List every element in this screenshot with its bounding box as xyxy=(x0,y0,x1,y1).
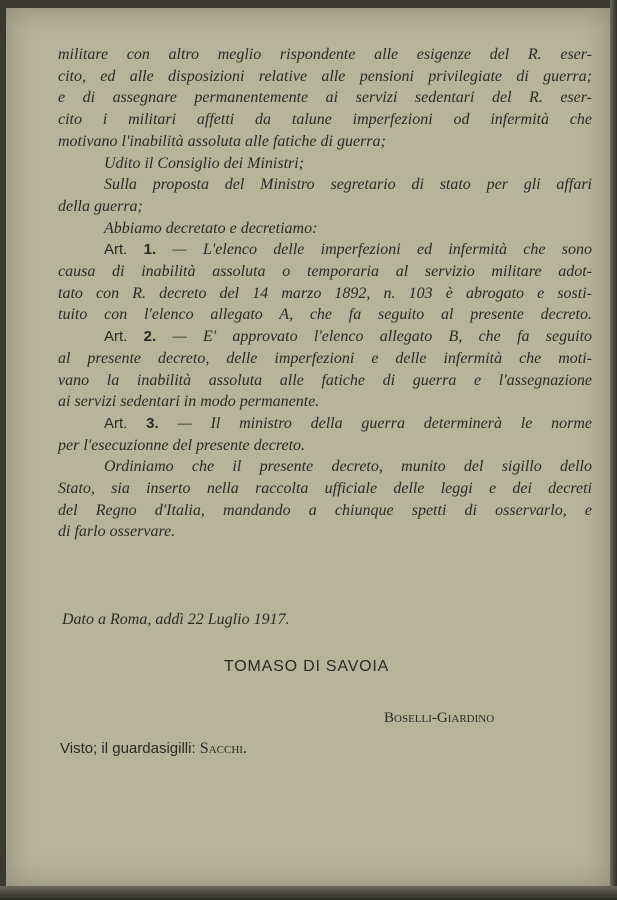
text-line: vano la inabilità assoluta alle fatiche di guerra e l'assegnazione xyxy=(58,371,592,389)
text-line: cito, ed alle disposizioni relative alle pensioni privilegiate di guerra; xyxy=(58,67,592,85)
text-line: tuito con l'elenco allegato A, che fa seguito al presente decreto. xyxy=(58,306,592,324)
article-label: Art. xyxy=(104,328,128,346)
article-1-heading xyxy=(58,239,592,261)
decree-body xyxy=(58,44,592,543)
text-line: e di assegnare permanentemente ai servizi sedentari del R. eser- xyxy=(58,89,592,107)
page-edge-bottom xyxy=(0,886,617,900)
article-text: — L'elenco delle imperfezioni ed infermità che sono xyxy=(156,241,593,259)
article-label: Art. xyxy=(104,241,128,259)
abbiamo-line: Abbiamo decretato e decretiamo: xyxy=(104,219,318,237)
date-place-line: Dato a Roma, addì 22 Luglio 1917. xyxy=(62,611,290,628)
article-2-heading xyxy=(58,326,592,348)
text-line: di farlo osservare. xyxy=(58,523,176,541)
article-3-heading xyxy=(58,413,592,435)
king-signature: TOMASO DI SAVOIA xyxy=(224,658,390,675)
visto-line xyxy=(60,740,247,758)
ordiniamo-line: Ordiniamo che il presente decreto, munito del sigillo dello xyxy=(104,458,592,476)
visto-name: Sacchi. xyxy=(199,740,247,757)
article-text: — E' approvato l'elenco allegato B, che fa seguito xyxy=(156,328,593,346)
text-line: per l'esecuzionne del presente decreto. xyxy=(58,436,306,454)
proposta-line: della guerra; xyxy=(58,197,143,215)
proposta-line: Sulla proposta del Ministro segretario di stato per gli affari xyxy=(104,176,592,194)
udito-line: Udito il Consiglio dei Ministri; xyxy=(104,154,305,172)
visto-label: Visto; il guardasigilli: xyxy=(60,740,196,757)
page-edge-right xyxy=(610,0,617,900)
text-line: tato con R. decreto del 14 marzo 1892, n. 103 è abrogato e sosti- xyxy=(58,284,592,302)
article-number: 3. xyxy=(146,414,159,432)
text-line: Stato, sia inserto nella raccolta ufficiale delle leggi e dei decreti xyxy=(58,480,592,498)
article-number: 2. xyxy=(143,328,157,346)
text-line: causa di inabilità assoluta o temporaria al servizio militare adot- xyxy=(58,263,592,281)
article-text: — Il ministro della guerra determinerà le norme xyxy=(158,414,593,432)
text-line: ai servizi sedentari in modo permanente. xyxy=(58,393,320,411)
ministers-signature: Boselli-Giardino xyxy=(384,710,495,726)
text-line: motivano l'inabilità assoluta alle fatiche di guerra; xyxy=(58,132,386,150)
article-number: 1. xyxy=(143,241,157,259)
text-line: al presente decreto, delle imperfezioni e delle infermità che moti- xyxy=(58,349,592,367)
article-label: Art. xyxy=(104,414,128,432)
text-line: militare con altro meglio rispondente alle esigenze del R. eser- xyxy=(58,46,592,63)
text-line: del Regno d'Italia, mandando a chiunque spetti di osservarlo, e xyxy=(58,501,592,519)
text-line: cito i militari affetti da talune imperfezioni od infermità che xyxy=(58,111,592,129)
